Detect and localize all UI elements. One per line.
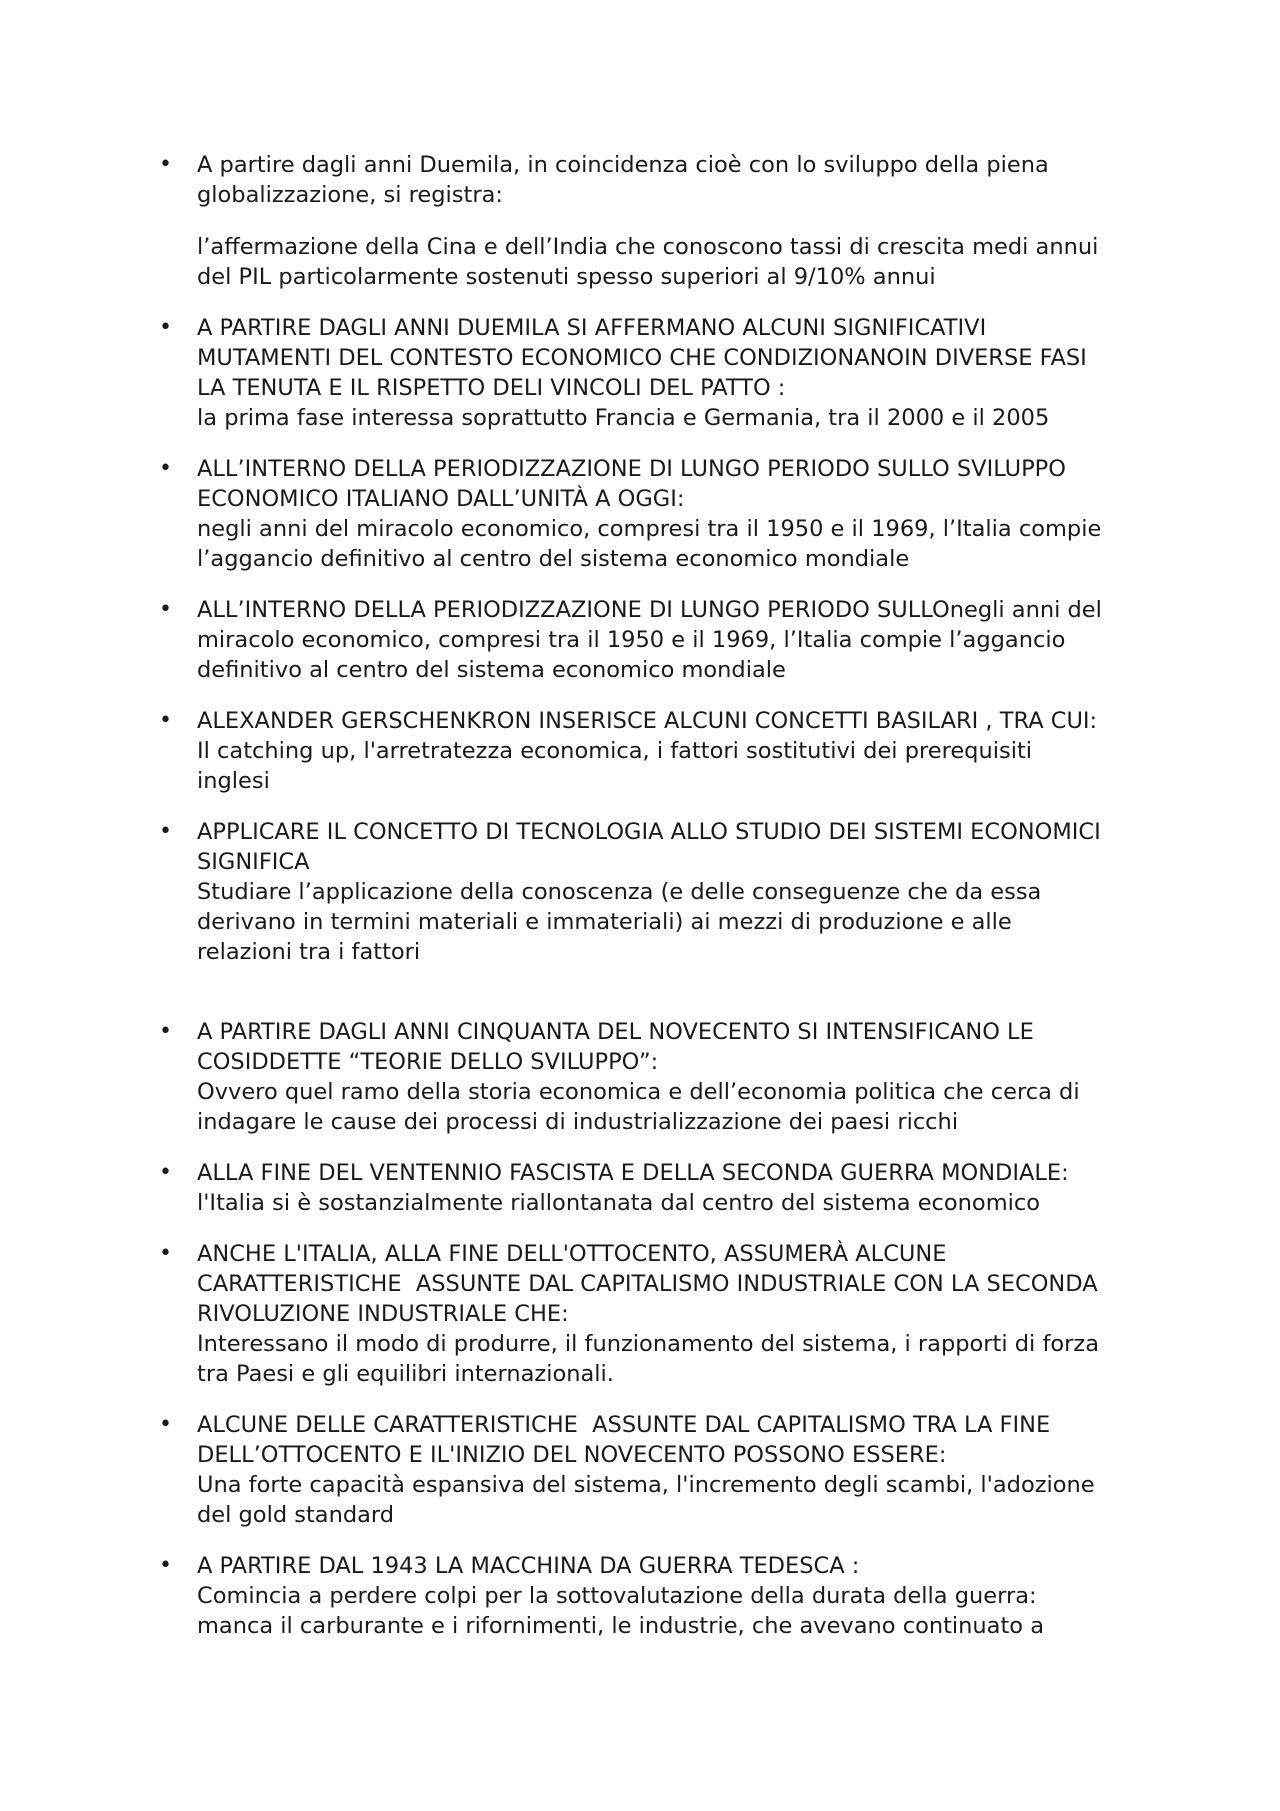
bullet-icon: • <box>159 708 172 733</box>
list-item-line: Ovvero quel ramo della storia economica e dell’economia politica che cerca di <box>197 1079 1080 1105</box>
bullet-icon: • <box>159 1241 172 1266</box>
list-item <box>157 1158 1157 1218</box>
list-item-line: ALEXANDER GERSCHENKRON INSERISCE ALCUNI CONCETTI BASILARI , TRA CUI: <box>197 708 1098 734</box>
list-item <box>157 1239 1157 1389</box>
list-item-line: inglesi <box>197 768 270 794</box>
list-item-line: APPLICARE IL CONCETTO DI TECNOLOGIA ALLO STUDIO DEI SISTEMI ECONOMICI <box>197 819 1101 845</box>
bullet-icon: • <box>159 1412 172 1437</box>
list-item-line: COSIDDETTE “TEORIE DELLO SVILUPPO”: <box>197 1049 659 1075</box>
list-item <box>157 595 1157 685</box>
list-item-line: ECONOMICO ITALIANO DALL’UNITÀ A OGGI: <box>197 486 685 512</box>
list-item-line: A PARTIRE DAL 1943 LA MACCHINA DA GUERRA TEDESCA : <box>197 1553 860 1579</box>
list-item-line: ALL’INTERNO DELLA PERIODIZZAZIONE DI LUNGO PERIODO SULLOnegli anni del <box>197 597 1102 623</box>
list-item-line: Studiare l’applicazione della conoscenza (e delle conseguenze che da essa <box>197 879 1042 905</box>
list-item-line: derivano in termini materiali e immateriali) ai mezzi di produzione e alle <box>197 909 1012 935</box>
list-item-line: definitivo al centro del sistema economico mondiale <box>197 657 786 683</box>
list-item-line: globalizzazione, si registra: <box>197 182 503 208</box>
paragraph-gap <box>197 210 1157 232</box>
list-item-line: la prima fase interessa soprattutto Francia e Germania, tra il 2000 e il 2005 <box>197 405 1050 431</box>
list-item-line: MUTAMENTI DEL CONTESTO ECONOMICO CHE CONDIZIONANOIN DIVERSE FASI <box>197 345 1087 371</box>
bullet-icon: • <box>159 456 172 481</box>
list-item-line: Il catching up, l'arretratezza economica, i fattori sostitutivi dei prerequisiti <box>197 738 1033 764</box>
list-item-line: negli anni del miracolo economico, compresi tra il 1950 e il 1969, l’Italia compie <box>197 516 1102 542</box>
list-item-line: relazioni tra i fattori <box>197 939 421 965</box>
list-item <box>157 150 1157 292</box>
list-item-line: SIGNIFICA <box>197 849 310 875</box>
list-item <box>157 817 1157 967</box>
list-item-line: Una forte capacità espansiva del sistema, l'incremento degli scambi, l'adozione <box>197 1472 1095 1498</box>
list-item-answer-line: del PIL particolarmente sostenuti spesso superiori al 9/10% annui <box>197 264 936 290</box>
bullet-icon: • <box>159 1019 172 1044</box>
list-item-line: DELL’OTTOCENTO E IL'INIZIO DEL NOVECENTO POSSONO ESSERE: <box>197 1442 947 1468</box>
list-item-line: indagare le cause dei processi di industrializzazione dei paesi ricchi <box>197 1109 959 1135</box>
list-item <box>157 1551 1157 1641</box>
list-item-line: ALCUNE DELLE CARATTERISTICHE ASSUNTE DAL CAPITALISMO TRA LA FINE <box>197 1412 1051 1438</box>
bullet-icon: • <box>159 315 172 340</box>
list-item-line: ALLA FINE DEL VENTENNIO FASCISTA E DELLA SECONDA GUERRA MONDIALE: <box>197 1160 1069 1186</box>
bullet-list <box>157 150 1157 1662</box>
list-item-line: Comincia a perdere colpi per la sottovalutazione della durata della guerra: <box>197 1583 1037 1609</box>
list-item <box>157 454 1157 574</box>
list-item-line: A partire dagli anni Duemila, in coincidenza cioè con lo sviluppo della piena <box>197 152 1049 178</box>
list-item-line: CARATTERISTICHE ASSUNTE DAL CAPITALISMO INDUSTRIALE CON LA SECONDA <box>197 1271 1098 1297</box>
list-item <box>157 706 1157 796</box>
bullet-icon: • <box>159 152 172 177</box>
list-item-line: A PARTIRE DAGLI ANNI CINQUANTA DEL NOVECENTO SI INTENSIFICANO LE <box>197 1019 1034 1045</box>
bullet-icon: • <box>159 1160 172 1185</box>
list-item <box>157 1410 1157 1530</box>
list-item-line: l'Italia si è sostanzialmente riallontanata dal centro del sistema economico <box>197 1190 1041 1216</box>
list-item-line: miracolo economico, compresi tra il 1950 e il 1969, l’Italia compie l’aggancio <box>197 627 1066 653</box>
list-item-line: ALL’INTERNO DELLA PERIODIZZAZIONE DI LUNGO PERIODO SULLO SVILUPPO <box>197 456 1066 482</box>
list-item-line: tra Paesi e gli equilibri internazionali. <box>197 1361 614 1387</box>
list-item-answer-line: l’affermazione della Cina e dell’India che conoscono tassi di crescita medi annui <box>197 234 1099 260</box>
bullet-icon: • <box>159 819 172 844</box>
list-item-line: A PARTIRE DAGLI ANNI DUEMILA SI AFFERMANO ALCUNI SIGNIFICATIVI <box>197 315 987 341</box>
list-item <box>157 1017 1157 1137</box>
bullet-icon: • <box>159 597 172 622</box>
list-item-line: del gold standard <box>197 1502 395 1528</box>
list-item-line: l’aggancio definitivo al centro del sistema economico mondiale <box>197 546 910 572</box>
bullet-icon: • <box>159 1553 172 1578</box>
list-item-line: Interessano il modo di produrre, il funzionamento del sistema, i rapporti di forza <box>197 1331 1099 1357</box>
list-item-line: manca il carburante e i rifornimenti, le industrie, che avevano continuato a <box>197 1613 1045 1639</box>
list-item-line: ANCHE L'ITALIA, ALLA FINE DELL'OTTOCENTO, ASSUMERÀ ALCUNE <box>197 1241 947 1267</box>
list-item-line: LA TENUTA E IL RISPETTO DELI VINCOLI DEL PATTO : <box>197 375 786 401</box>
list-item-line: RIVOLUZIONE INDUSTRIALE CHE: <box>197 1301 569 1327</box>
list-item <box>157 313 1157 433</box>
